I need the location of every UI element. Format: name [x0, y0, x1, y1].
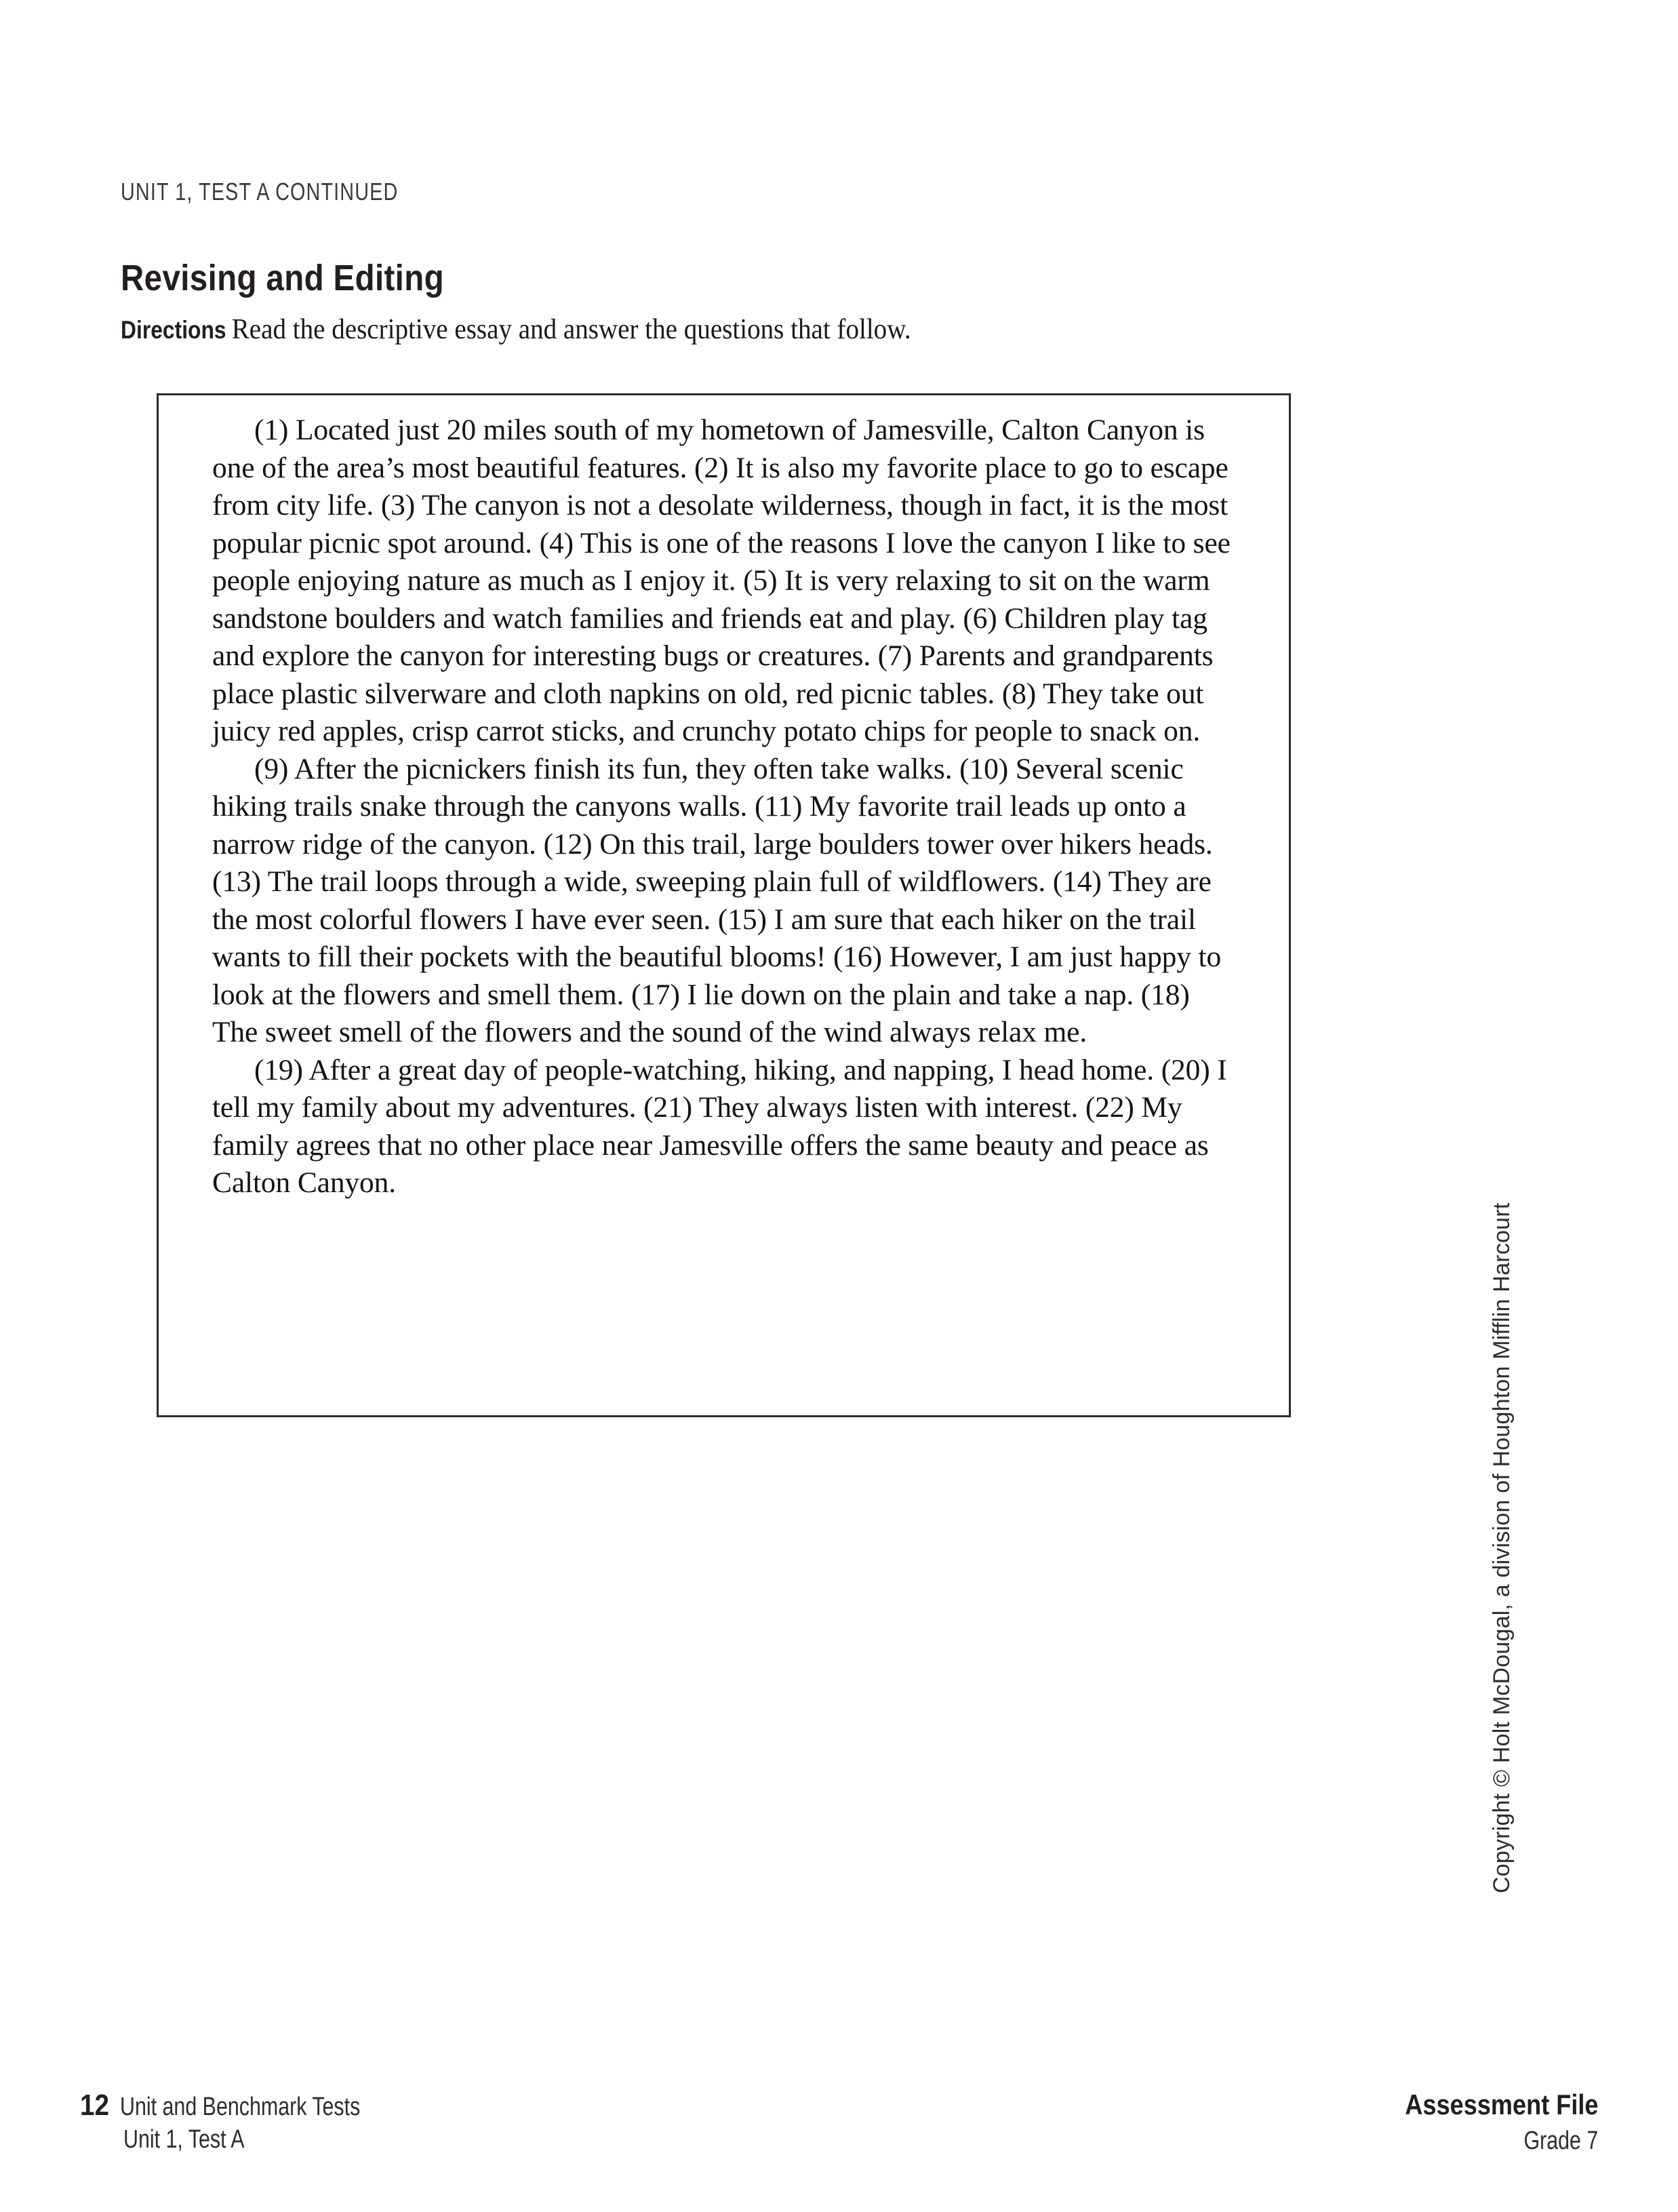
footer-section-sub: Unit 1, Test A	[123, 2125, 245, 2154]
passage-paragraph: (9) After the picnickers finish its fun, they often take walks. (10) Several scenic hiking trails snake through the canyons walls. (11) My favorite trail leads up onto a narrow ridge of the canyon. (12) On this trail, large boulders tower over hikers heads. (13) The trail loops through a wide, sweeping plain full of wildflowers. (14) They are the most colorful flowers I have ever seen. (15) I am sure that each hiker on the trail wants to fill their pockets with the beautiful blooms! (16) However, I am just happy to look at the flowers and smell them. (17) I lie down on the plain and take a nap. (18) The sweet smell of the flowers and the sound of the wind always relax me.	[212, 752, 1222, 1048]
page-number: 12	[80, 2089, 110, 2122]
footer-grade: Grade 7	[1523, 2127, 1598, 2155]
footer-right	[1374, 2089, 1599, 2121]
footer-section-name: Unit and Benchmark Tests	[119, 2093, 361, 2121]
footer-title: Assessment File	[1404, 2089, 1598, 2120]
passage-body	[212, 412, 1236, 1202]
passage-paragraph: (1) Located just 20 miles south of my hometown of Jamesville, Calton Canyon is one of the area’s most beautiful features. (2) It is also my favorite place to go to escape from city life. (3) The canyon is not a desolate wilderness, though in fact, it is the most popular picnic spot around. (4) This is one of the reasons I love the canyon I like to see people enjoying nature as much as I enjoy it. (5) It is very relaxing to sit on the warm sandstone boulders and watch families and friends eat and play. (6) Children play tag and explore the canyon for interesting bugs or creatures. (7) Parents and grandparents place plastic silverware and cloth napkins on old, red picnic tables. (8) They take out juicy red apples, crisp carrot sticks, and crunchy potato chips for people to snack on.	[212, 414, 1231, 747]
passage-paragraph: (19) After a great day of people-watching, hiking, and napping, I head home. (20) I tell my family about my adventures. (21) They always listen with interest. (22) My family agrees that no other place near Jamesville offers the same beauty and peace as Calton Canyon.	[212, 1053, 1227, 1199]
running-head: UNIT 1, TEST A CONTINUED	[121, 178, 399, 205]
passage-box	[157, 393, 1291, 1417]
directions-text: Read the descriptive essay and answer the questions that follow.	[231, 314, 911, 345]
directions-line	[121, 313, 963, 346]
page-footer	[0, 2089, 1678, 2184]
copyright-notice: Copyright © Holt McDougal, a division of Houghton Mifflin Harcourt	[1489, 1202, 1515, 1893]
directions-label: Directions	[121, 316, 226, 344]
footer-left	[80, 2089, 420, 2122]
page-title: Revising and Editing	[121, 258, 445, 298]
